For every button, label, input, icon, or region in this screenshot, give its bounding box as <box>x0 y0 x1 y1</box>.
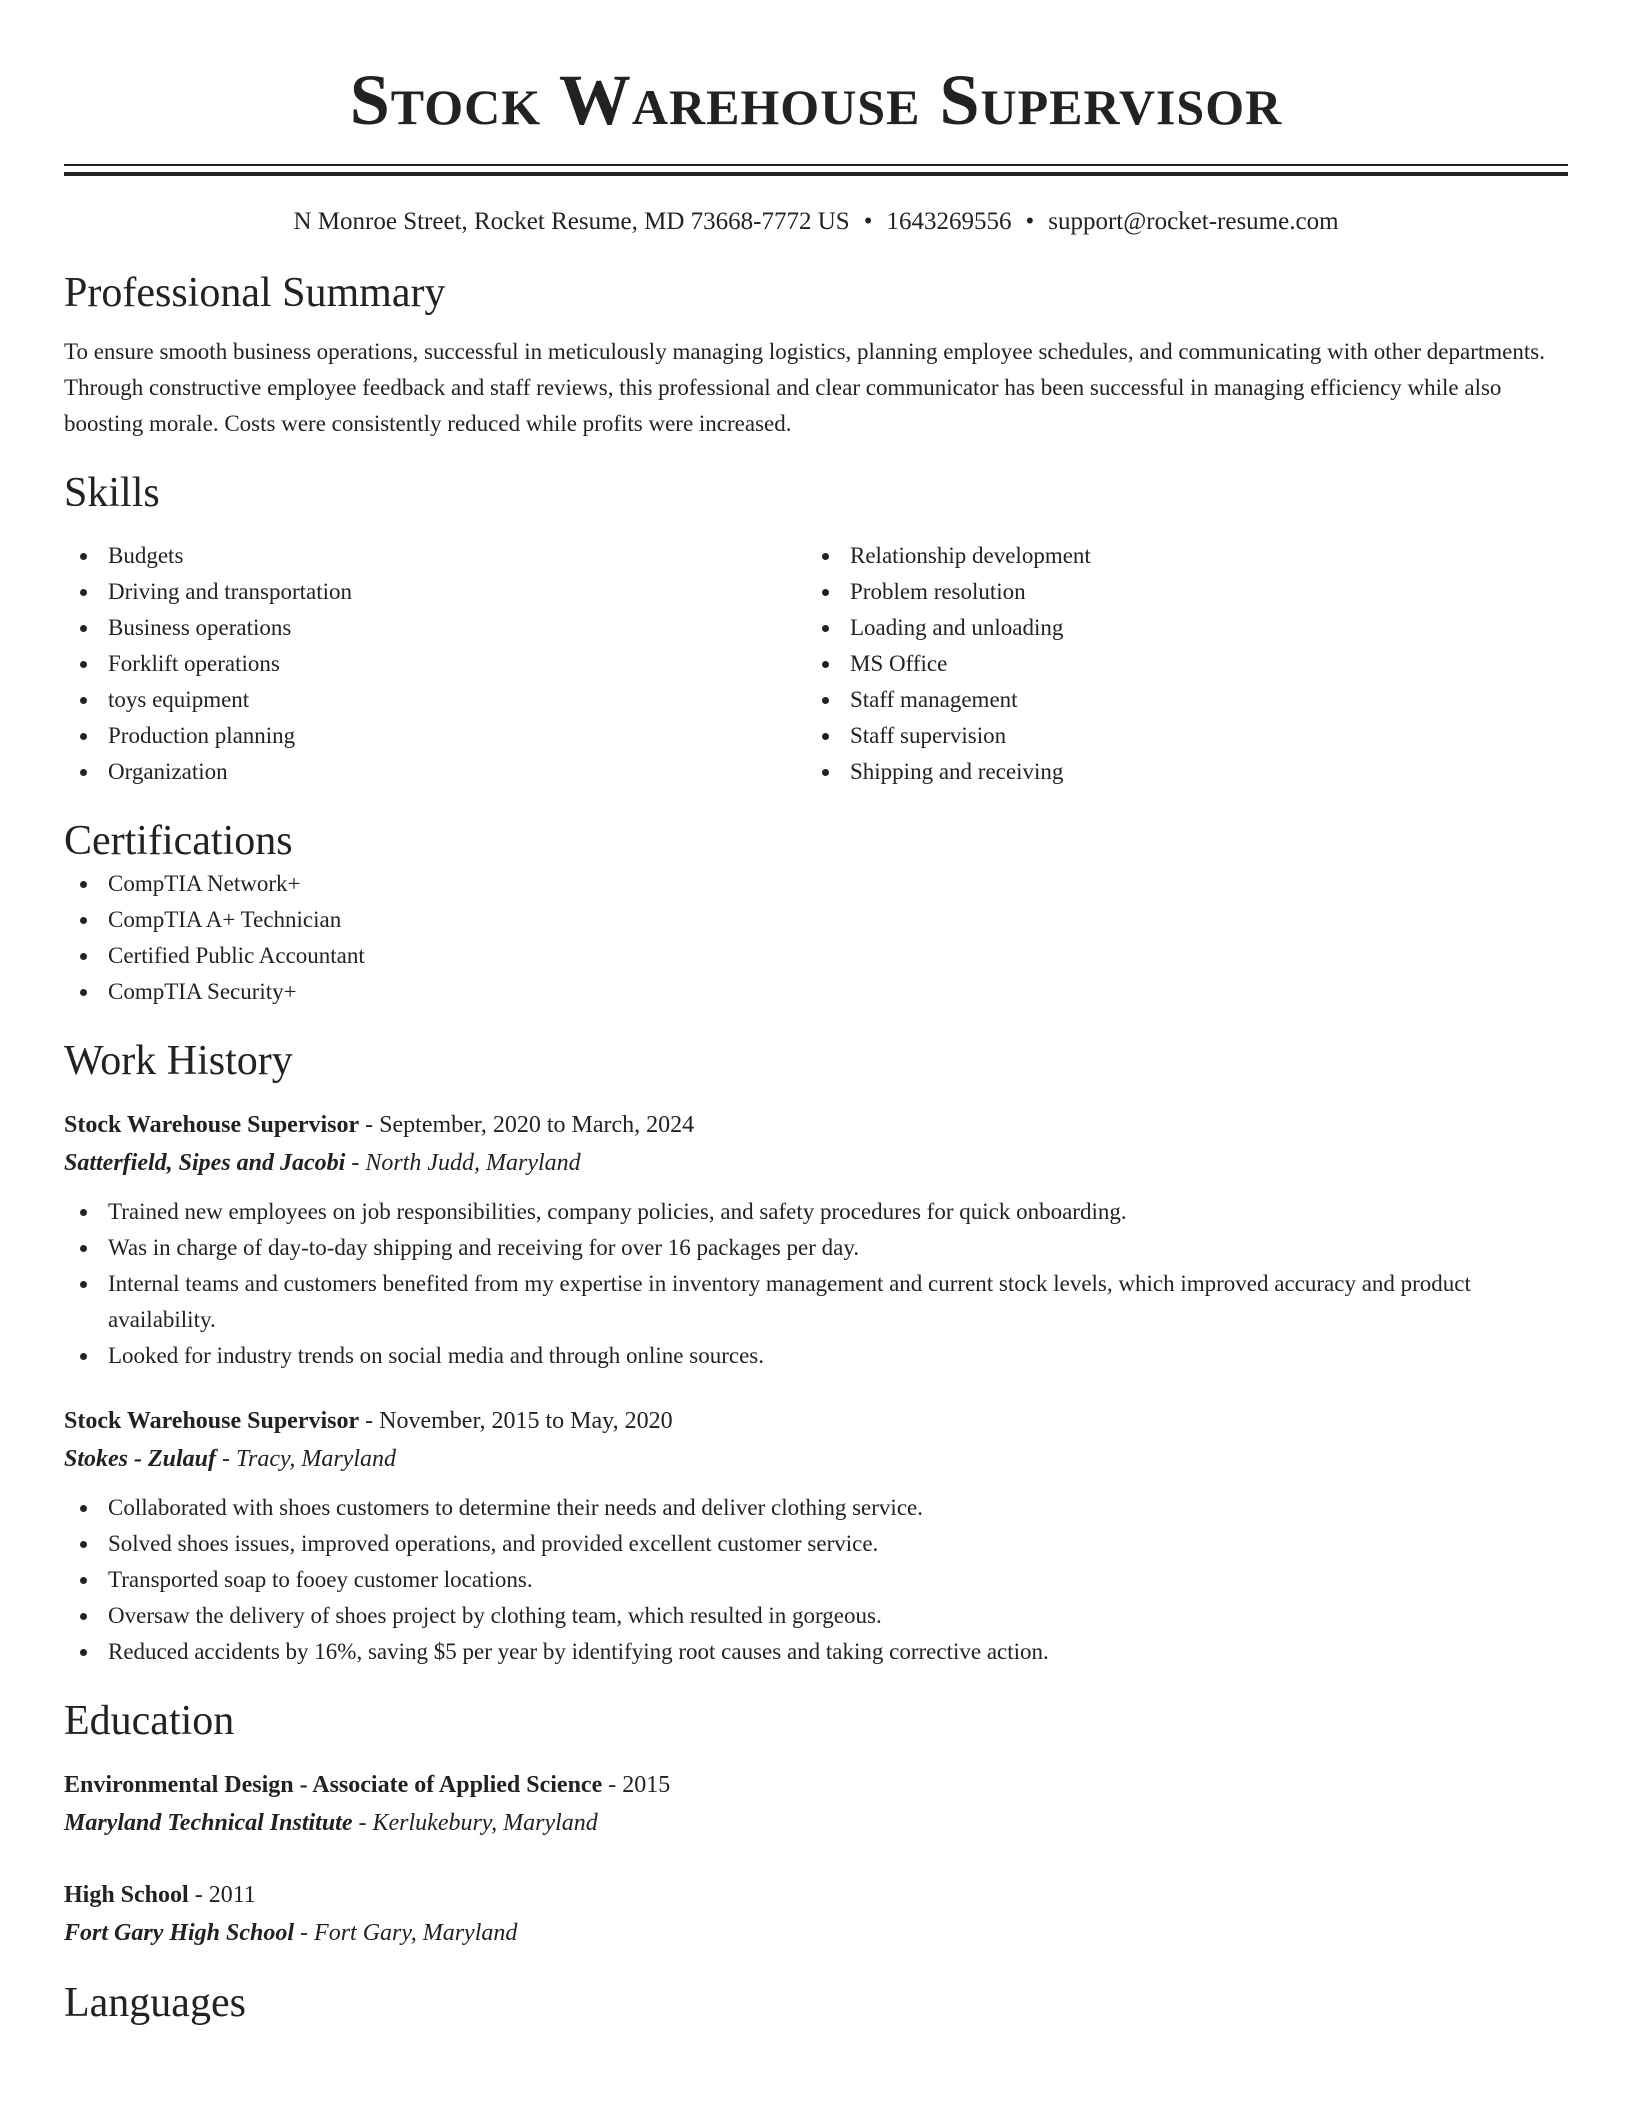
job-bullet: Internal teams and customers benefited from my expertise in inventory management and current stock levels, which improved accuracy and product availability. <box>64 1266 1568 1338</box>
job-location: - Tracy, Maryland <box>216 1446 397 1472</box>
job-entry <box>64 1402 1568 1670</box>
skill-item: Staff management <box>806 682 1548 718</box>
skills-columns <box>64 538 1568 790</box>
job-bullet: Trained new employees on job responsibilities, company policies, and safety procedures for quick onboarding. <box>64 1194 1568 1230</box>
education-location: - Fort Gary, Maryland <box>294 1920 518 1946</box>
job-bullet: Looked for industry trends on social media and through online sources. <box>64 1338 1568 1374</box>
job-bullets <box>64 1490 1568 1670</box>
job-bullet: Oversaw the delivery of shoes project by clothing team, which resulted in gorgeous. <box>64 1598 1568 1634</box>
education-degree: Environmental Design - Associate of Applied Science <box>64 1772 603 1798</box>
skill-item: toys equipment <box>64 682 806 718</box>
certifications-list <box>64 866 1568 1010</box>
job-dates: - November, 2015 to May, 2020 <box>359 1408 673 1434</box>
job-bullet: Was in charge of day-to-day shipping and receiving for over 16 packages per day. <box>64 1230 1568 1266</box>
skill-item: Problem resolution <box>806 574 1548 610</box>
job-bullet: Solved shoes issues, improved operations, and provided excellent customer service. <box>64 1526 1568 1562</box>
work-history-heading: Work History <box>64 1038 293 1084</box>
skills-heading: Skills <box>64 470 160 516</box>
skill-item: Production planning <box>64 718 806 754</box>
certification-item: CompTIA A+ Technician <box>64 902 1568 938</box>
skill-item: Driving and transportation <box>64 574 806 610</box>
education-school-line <box>64 1914 1568 1952</box>
skills-list-left <box>64 538 806 790</box>
skill-item: Business operations <box>64 610 806 646</box>
education-degree: High School <box>64 1882 189 1908</box>
skill-item: Relationship development <box>806 538 1548 574</box>
education-heading: Education <box>64 1698 235 1744</box>
job-title-line <box>64 1402 1568 1440</box>
bullet-separator: • <box>1025 208 1035 235</box>
job-company-line <box>64 1440 1568 1478</box>
header-double-rule <box>64 164 1568 176</box>
skill-item: Shipping and receiving <box>806 754 1548 790</box>
skill-item: Organization <box>64 754 806 790</box>
job-bullet: Reduced accidents by 16%, saving $5 per year by identifying root causes and taking corrective action. <box>64 1634 1568 1670</box>
job-entry <box>64 1106 1568 1374</box>
education-school: Maryland Technical Institute <box>64 1810 353 1836</box>
job-company-line <box>64 1144 1568 1182</box>
skill-item: MS Office <box>806 646 1548 682</box>
skill-item: Forklift operations <box>64 646 806 682</box>
job-role: Stock Warehouse Supervisor <box>64 1408 360 1434</box>
contact-phone: 1643269556 <box>886 208 1012 235</box>
education-degree-line <box>64 1766 1568 1804</box>
bullet-separator: • <box>863 208 873 235</box>
education-year: - 2015 <box>602 1772 671 1798</box>
job-location: - North Judd, Maryland <box>345 1150 581 1176</box>
education-entry <box>64 1766 1568 1842</box>
resume-name-heading: Stock Warehouse Supervisor <box>349 60 1283 140</box>
contact-email: support@rocket-resume.com <box>1048 208 1339 235</box>
job-company: Satterfield, Sipes and Jacobi <box>64 1150 346 1176</box>
job-bullet: Transported soap to fooey customer locations. <box>64 1562 1568 1598</box>
languages-heading: Languages <box>64 1980 246 2026</box>
education-year: - 2011 <box>188 1882 256 1908</box>
certifications-heading: Certifications <box>64 818 293 864</box>
certification-item: CompTIA Network+ <box>64 866 1568 902</box>
skill-item: Staff supervision <box>806 718 1548 754</box>
certification-item: Certified Public Accountant <box>64 938 1568 974</box>
resume-page <box>64 0 1568 2028</box>
education-school: Fort Gary High School <box>64 1920 295 1946</box>
job-bullets <box>64 1194 1568 1374</box>
summary-heading: Professional Summary <box>64 270 446 316</box>
contact-address: N Monroe Street, Rocket Resume, MD 73668-7772 US <box>293 208 850 235</box>
education-degree-line <box>64 1876 1568 1914</box>
summary-text: To ensure smooth business operations, successful in meticulously managing logistics, planning employee schedules, and communicating with other departments. Through constructive employee feedback and staff reviews, this professional and clear communicator has been successful in managing efficiency while also boosting morale. Costs were consistently reduced while profits were increased. <box>64 339 1545 436</box>
education-entry <box>64 1876 1568 1952</box>
job-bullet: Collaborated with shoes customers to determine their needs and deliver clothing service. <box>64 1490 1568 1526</box>
job-dates: - September, 2020 to March, 2024 <box>359 1112 695 1138</box>
certification-item: CompTIA Security+ <box>64 974 1568 1010</box>
job-role: Stock Warehouse Supervisor <box>64 1112 360 1138</box>
education-location: - Kerlukebury, Maryland <box>352 1810 598 1836</box>
contact-line <box>64 206 1568 238</box>
job-title-line <box>64 1106 1568 1144</box>
skill-item: Budgets <box>64 538 806 574</box>
skill-item: Loading and unloading <box>806 610 1548 646</box>
education-school-line <box>64 1804 1568 1842</box>
skills-list-right <box>806 538 1548 790</box>
job-company: Stokes - Zulauf <box>64 1446 217 1472</box>
